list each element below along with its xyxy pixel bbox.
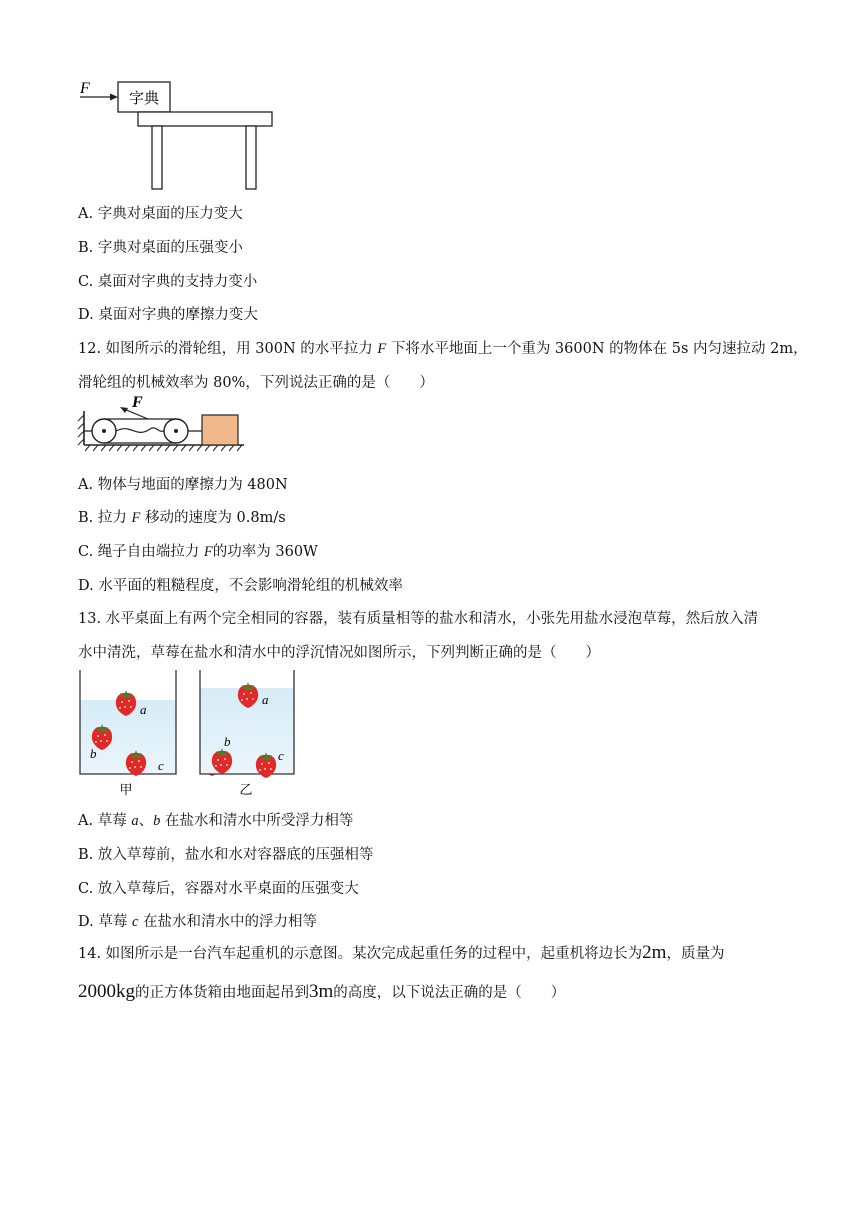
q13-option-a-pre: A. 草莓 (78, 813, 132, 829)
q14-line2-post: 的高度，以下说法正确的是（ ） (333, 985, 566, 1001)
force-label-f: F (80, 80, 90, 97)
berry-label-b-left: b (90, 746, 97, 761)
q13-option-d-var: c (131, 914, 139, 930)
q13-option-a (78, 809, 353, 830)
q12-stem-line1 (78, 337, 808, 358)
q13-option-d (78, 910, 317, 931)
q12-stem-line2: 滑轮组的机械效率为 80%，下列说法正确的是（ ） (78, 375, 434, 391)
dictionary-box-label: 字典 (128, 91, 160, 107)
q12-option-a: A. 物体与地面的摩擦力为 480N (78, 477, 288, 493)
pulley-force-label-f: F (132, 395, 143, 411)
q14-line1-post: ，质量为 (666, 946, 725, 962)
q13-option-a-var1: a (131, 813, 139, 829)
q12-option-b-post: 移动的速度为 0.8m/s (140, 510, 286, 526)
dictionary-table-figure (76, 78, 276, 194)
q12-option-c-var: F (203, 544, 213, 560)
q12-option-b-pre: B. 拉力 (78, 510, 132, 526)
berry-label-c-left: c (158, 758, 164, 773)
q13-option-b: B. 放入草莓前，盐水和水对容器底的压强相等 (78, 847, 374, 863)
q13-option-c: C. 放入草莓后，容器对水平桌面的压强变大 (78, 881, 359, 897)
q14-stem-line2 (78, 981, 565, 1003)
q12-stem-line1-post: 下将水平地面上一个重为 3600N 的物体在 5s 内匀速拉动 2m， (386, 341, 808, 357)
q12-option-b-var: F (131, 510, 141, 526)
q13-option-a-var2: b (153, 813, 161, 829)
q14-edge-length: 2m (642, 942, 667, 963)
q14-mass: 2000kg (78, 981, 135, 1002)
q12-stem-line1-pre: 12. 如图所示的滑轮组，用 300N 的水平拉力 (78, 341, 378, 357)
strawberry-containers-figure (76, 666, 298, 798)
q11-option-c: C. 桌面对字典的支持力变小 (78, 274, 258, 290)
q14-stem-line1 (78, 942, 724, 964)
q12-option-c-post: 的功率为 360W (212, 544, 318, 560)
q13-stem-line2: 水中清洗，草莓在盐水和清水中的浮沉情况如图所示，下列判断正确的是（ ） (78, 645, 600, 661)
q12-option-d: D. 水平面的粗糙程度，不会影响滑轮组的机械效率 (78, 578, 403, 594)
q11-option-d: D. 桌面对字典的摩擦力变大 (78, 307, 258, 323)
q14-line1-pre: 14. 如图所示是一台汽车起重机的示意图。某次完成起重任务的过程中，起重机将边长为 (78, 946, 643, 962)
pulley-system-figure (76, 395, 248, 457)
q14-line2-mid: 的正方体货箱由地面起吊到 (135, 985, 309, 1001)
q12-option-c-pre: C. 绳子自由端拉力 (78, 544, 204, 560)
berry-label-c-right: c (278, 748, 284, 763)
q12-option-c (78, 540, 318, 561)
q13-stem-line1: 13. 水平桌面上有两个完全相同的容器，装有质量相等的盐水和清水，小张先用盐水浸泡草莓，然后放入清 (78, 611, 759, 627)
q13-option-d-post: 在盐水和清水中的浮力相等 (138, 914, 317, 930)
q13-option-d-pre: D. 草莓 (78, 914, 132, 930)
container-label-left: 甲 (119, 782, 133, 797)
q11-option-a: A. 字典对桌面的压力变大 (78, 206, 243, 222)
berry-label-a-left: a (140, 702, 147, 717)
berry-label-b-right: b (224, 734, 231, 749)
q13-option-a-mid: 、 (138, 813, 154, 829)
q13-option-a-post: 在盐水和清水中所受浮力相等 (160, 813, 354, 829)
q14-height: 3m (309, 981, 334, 1002)
berry-label-a-right: a (262, 692, 269, 707)
q12-var-f: F (377, 341, 387, 357)
container-label-right: 乙 (239, 782, 253, 797)
q11-option-b: B. 字典对桌面的压强变小 (78, 240, 243, 256)
q12-option-b (78, 506, 286, 527)
